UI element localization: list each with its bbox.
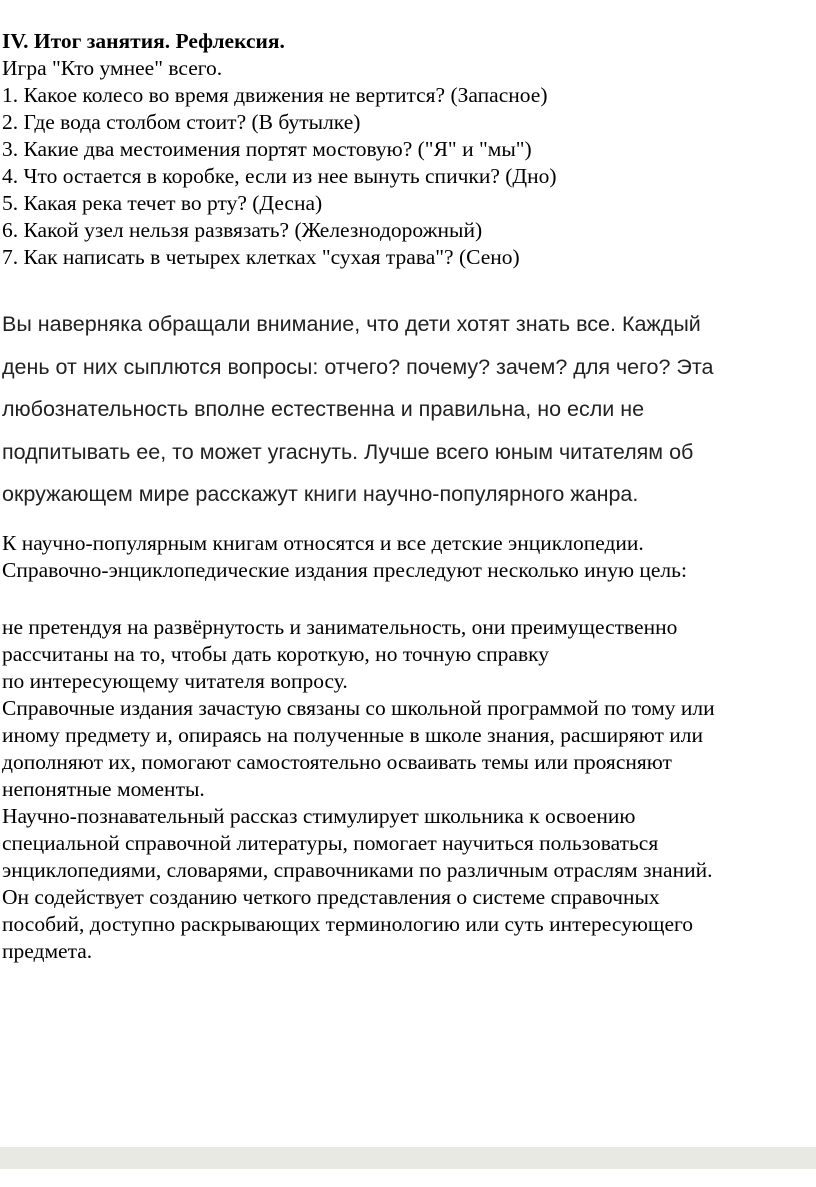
- paragraph-line: подпитывать ее, то может угаснуть. Лучше всего юным читателям об: [2, 439, 694, 464]
- paragraph-line: по интересующему читателя вопросу.: [2, 669, 348, 693]
- riddle-section: [2, 28, 557, 271]
- riddle-item: 3. Какие два местоимения портят мостовую? ("Я" и "мы"): [2, 137, 532, 161]
- paragraph-line: рассчитаны на то, чтобы дать короткую, но точную справку: [2, 642, 550, 666]
- paragraph-line: не претендуя на развёрнутость и занимательность, они преимущественно: [2, 615, 678, 639]
- footer-band: [0, 1147, 816, 1169]
- paragraph-line: пособий, доступно раскрывающих терминологию или суть интересующего: [2, 912, 694, 936]
- game-intro: Игра "Кто умнее" всего.: [2, 56, 223, 80]
- paragraph-line: любознательность вполне естественна и правильна, но если не: [2, 397, 645, 421]
- section-heading: IV. Итог занятия. Рефлексия.: [2, 29, 285, 53]
- encyclopedia-paragraph: [2, 530, 687, 584]
- reference-books-paragraph: [2, 614, 715, 965]
- riddle-item: 2. Где вода столбом стоит? (В бутылке): [2, 110, 361, 134]
- curiosity-paragraph: [2, 303, 713, 516]
- paragraph-line: Справочно-энциклопедические издания преследуют несколько иную цель:: [2, 558, 687, 582]
- riddle-item: 6. Какой узел нельзя развязать? (Железнодорожный): [2, 218, 483, 242]
- paragraph-line: Вы наверняка обращали внимание, что дети хотят знать все. Каждый: [2, 312, 701, 336]
- paragraph-line: иному предмету и, опираясь на полученные в школе знания, расширяют или: [2, 723, 704, 747]
- riddle-item: 7. Как написать в четырех клетках "сухая трава"? (Сено): [2, 245, 520, 269]
- riddle-item: 4. Что остается в коробке, если из нее вынуть спички? (Дно): [2, 164, 557, 188]
- paragraph-line: К научно-популярным книгам относятся и все детские энциклопедии.: [2, 531, 644, 555]
- riddle-item: 5. Какая река течет во рту? (Десна): [2, 191, 323, 215]
- riddle-item: 1. Какое колесо во время движения не вертится? (Запасное): [2, 83, 548, 107]
- paragraph-line: день от них сыплются вопросы: отчего? почему? зачем? для чего? Эта: [2, 354, 714, 379]
- paragraph-line: дополняют их, помогают самостоятельно осваивать темы или проясняют: [2, 750, 672, 774]
- paragraph-line: предмета.: [2, 939, 93, 963]
- paragraph-line: непонятные моменты.: [2, 777, 205, 801]
- paragraph-line: Он содействует созданию четкого представления о системе справочных: [2, 885, 660, 909]
- paragraph-line: Справочные издания зачастую связаны со школьной программой по тому или: [2, 696, 715, 720]
- paragraph-line: Научно-познавательный рассказ стимулирует школьника к освоению: [2, 804, 636, 828]
- paragraph-line: окружающем мире расскажут книги научно-популярного жанра.: [2, 482, 639, 506]
- paragraph-line: специальной справочной литературы, помогает научиться пользоваться: [2, 831, 659, 855]
- paragraph-line: энциклопедиями, словарями, справочниками по различным отраслям знаний.: [2, 858, 713, 882]
